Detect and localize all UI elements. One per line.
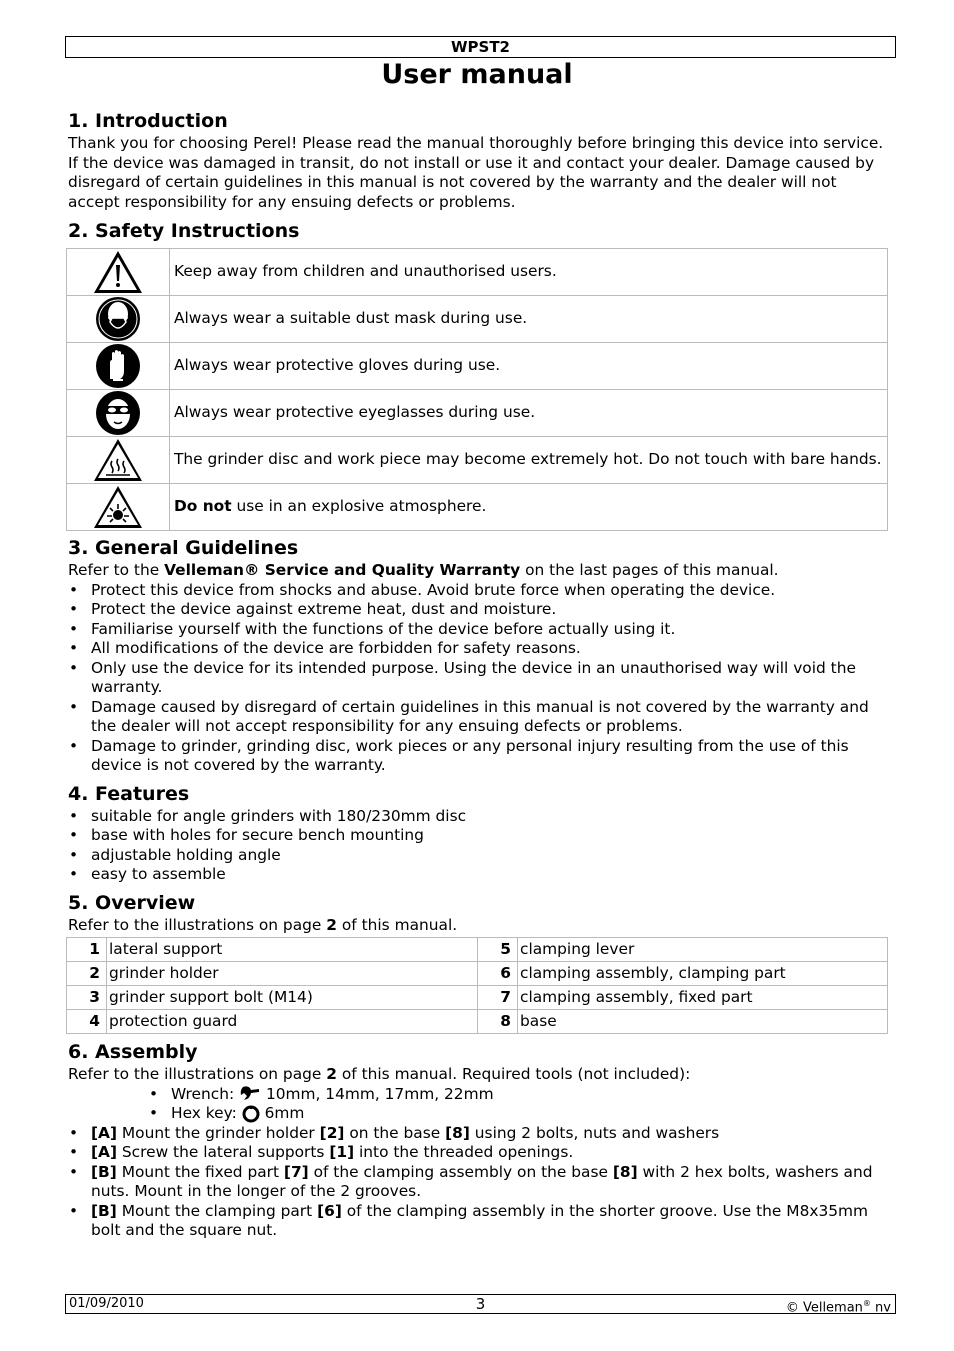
list-item: • [A] Screw the lateral supports [1] into the threaded openings. xyxy=(68,1143,890,1163)
page-footer xyxy=(65,1294,896,1314)
list-item: • suitable for angle grinders with 180/230mm disc xyxy=(68,807,890,827)
explosive-icon xyxy=(92,484,144,530)
table-row: 4 protection guard 8 base xyxy=(67,1010,888,1034)
safety-text: The grinder disc and work piece may become extremely hot. Do not touch with bare hands. xyxy=(170,437,888,484)
safety-row xyxy=(67,343,888,390)
page-title: User manual xyxy=(381,59,573,90)
list-item: • [A] Mount the grinder holder [2] on the base [8] using 2 bolts, nuts and washers xyxy=(68,1124,890,1144)
safety-row xyxy=(67,437,888,484)
safety-row xyxy=(67,296,888,343)
tools-list xyxy=(68,1085,890,1124)
list-item: • adjustable holding angle xyxy=(68,846,890,866)
safety-row xyxy=(67,484,888,531)
list-item: • easy to assemble xyxy=(68,865,890,885)
list-item: • Only use the device for its intended purpose. Using the device in an unauthorised way will void the warranty. xyxy=(68,659,890,698)
safety-text: Always wear protective gloves during use. xyxy=(170,343,888,390)
list-item: • [B] Mount the fixed part [7] of the clamping assembly on the base [8] with 2 hex bolts, washers and nuts. Mount in the longer of the 2 grooves. xyxy=(68,1163,890,1202)
safety-text: Keep away from children and unauthorised users. xyxy=(170,249,888,296)
hex-key-icon xyxy=(242,1105,260,1123)
overview-heading: 5. Overview xyxy=(68,891,196,914)
assembly-heading: 6. Assembly xyxy=(68,1041,198,1063)
intro-heading: 1. Introduction xyxy=(68,110,228,132)
safety-heading: 2. Safety Instructions xyxy=(68,220,300,242)
safety-text: Do not use in an explosive atmosphere. xyxy=(170,484,888,531)
intro-text: Thank you for choosing Perel! Please read the manual thoroughly before bringing this device into service. If the device was damaged in transit, do not install or use it and contact your dealer. Damage caused by disregard of certain guidelines in this manual is not covered by the warranty and the dealer will not accept responsibility for any ensuing defects or problems. xyxy=(68,134,884,211)
table-row: 1 lateral support 5 clamping lever xyxy=(67,938,888,962)
model-header: WPST2 xyxy=(65,36,896,58)
warning-triangle-icon xyxy=(92,249,144,295)
page-number: 3 xyxy=(475,1295,486,1313)
safety-table xyxy=(66,248,888,531)
guidelines-refer: Refer to the Velleman® Service and Quality Warranty on the last pages of this manual. xyxy=(68,561,779,579)
list-item: • Hex key: 6mm xyxy=(148,1104,890,1124)
dust-mask-icon xyxy=(95,296,141,342)
list-item: • Protect the device against extreme heat, dust and moisture. xyxy=(68,600,890,620)
do-not-bold: Do not xyxy=(174,497,232,516)
safety-text: Always wear a suitable dust mask during use. xyxy=(170,296,888,343)
safety-text: Always wear protective eyeglasses during use. xyxy=(170,390,888,437)
footer-date: 01/09/2010 xyxy=(69,1296,144,1311)
wrench-icon xyxy=(239,1085,261,1103)
table-row: 3 grinder support bolt (M14) 7 clamping assembly, fixed part xyxy=(67,986,888,1010)
safety-row xyxy=(67,249,888,296)
footer-copyright: © Velleman® nv xyxy=(785,1299,891,1316)
features-list xyxy=(68,807,890,885)
assembly-steps xyxy=(68,1124,890,1241)
list-item: • [B] Mount the clamping part [6] of the clamping assembly in the shorter groove. Use the M8x35mm bolt and the square nut. xyxy=(68,1202,890,1241)
list-item: • base with holes for secure bench mounting xyxy=(68,826,890,846)
list-item: • All modifications of the device are forbidden for safety reasons. xyxy=(68,639,890,659)
safety-row xyxy=(67,390,888,437)
guidelines-heading: 3. General Guidelines xyxy=(68,537,299,559)
list-item: • Protect this device from shocks and abuse. Avoid brute force when operating the device. xyxy=(68,581,890,601)
list-item: • Wrench: 10mm, 14mm, 17mm, 22mm xyxy=(148,1085,890,1105)
list-item: • Damage to grinder, grinding disc, work pieces or any personal injury resulting from the use of this device is not covered by the warranty. xyxy=(68,737,890,776)
overview-table xyxy=(66,937,888,1034)
features-heading: 4. Features xyxy=(68,782,190,805)
eyeglasses-icon xyxy=(95,390,141,436)
guidelines-list xyxy=(68,581,890,776)
hot-surface-icon xyxy=(92,437,144,483)
overview-refer: Refer to the illustrations on page 2 of this manual. xyxy=(68,915,458,934)
manual-content xyxy=(68,108,890,1241)
table-row: 2 grinder holder 6 clamping assembly, clamping part xyxy=(67,962,888,986)
assembly-refer: Refer to the illustrations on page 2 of this manual. Required tools (not included): xyxy=(68,1065,691,1083)
gloves-icon xyxy=(95,343,141,389)
list-item: • Familiarise yourself with the functions of the device before actually using it. xyxy=(68,620,890,640)
list-item: • Damage caused by disregard of certain guidelines in this manual is not covered by the warranty and the dealer will not accept responsibility for any ensuing defects or problems. xyxy=(68,698,890,737)
